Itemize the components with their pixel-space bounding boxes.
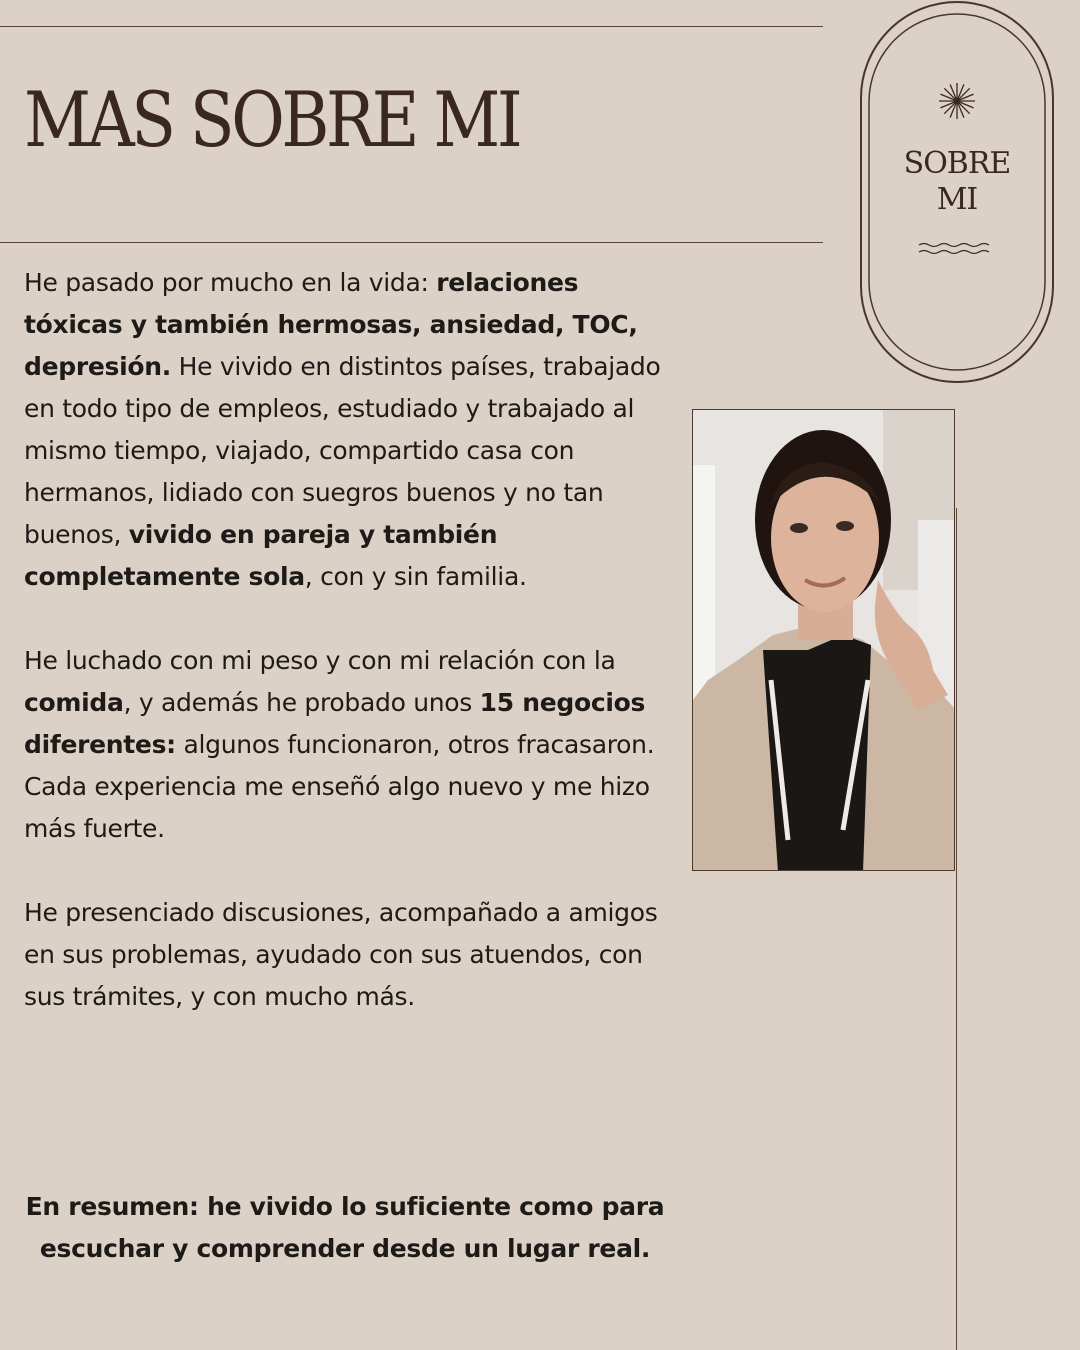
text-span: He pasado por mucho en la vida: bbox=[24, 268, 437, 297]
page-title: MAS SOBRE MI bbox=[24, 75, 520, 164]
summary-statement: En resumen: he vivido lo suficiente como para escuchar y comprender desde un lugar real. bbox=[25, 1192, 665, 1263]
paragraph bbox=[24, 640, 674, 766]
text-span: He luchado con mi peso y con mi relación con la bbox=[24, 646, 616, 675]
text-span: , y además he probado unos bbox=[123, 688, 480, 717]
top-rule bbox=[0, 26, 823, 27]
bold-span: relaciones tóxicas y también hermosas, ansiedad, TOC, depresión. bbox=[24, 268, 638, 381]
paragraph bbox=[24, 892, 674, 1018]
badge-label bbox=[859, 146, 1055, 218]
paragraph bbox=[24, 766, 674, 850]
text-span: algunos funcionaron, otros fracasaron. bbox=[175, 730, 655, 759]
badge-line-2: MI bbox=[936, 182, 978, 217]
paragraph bbox=[24, 262, 674, 598]
about-badge bbox=[859, 0, 1055, 384]
bold-span: 15 negocios diferentes: bbox=[24, 688, 646, 759]
text-span: , con y sin familia. bbox=[304, 562, 527, 591]
vertical-rule bbox=[956, 508, 957, 1350]
bold-span: vivido en pareja y también completamente sola bbox=[24, 520, 498, 591]
title-bottom-rule bbox=[0, 242, 823, 243]
text-span: Cada experiencia me enseñó algo nuevo y me hizo más fuerte. bbox=[24, 772, 650, 843]
text-span: He vivido en distintos países, trabajado en todo tipo de empleos, estudiado y trabajado al mismo tiempo, viajado, compartido casa con hermanos, lidiado con suegros buenos y no tan buenos, bbox=[24, 352, 661, 549]
portrait-photo bbox=[692, 409, 955, 871]
bold-span: comida bbox=[24, 688, 124, 717]
body-text bbox=[24, 262, 674, 1018]
wave-lines-icon bbox=[919, 244, 989, 254]
sunburst-icon bbox=[939, 83, 975, 119]
badge-line-1: SOBRE bbox=[903, 146, 1011, 181]
text-span: He presenciado discusiones, acompañado a amigos en sus problemas, ayudado con sus atuendos, con sus trámites, y con mucho más. bbox=[24, 898, 658, 1011]
